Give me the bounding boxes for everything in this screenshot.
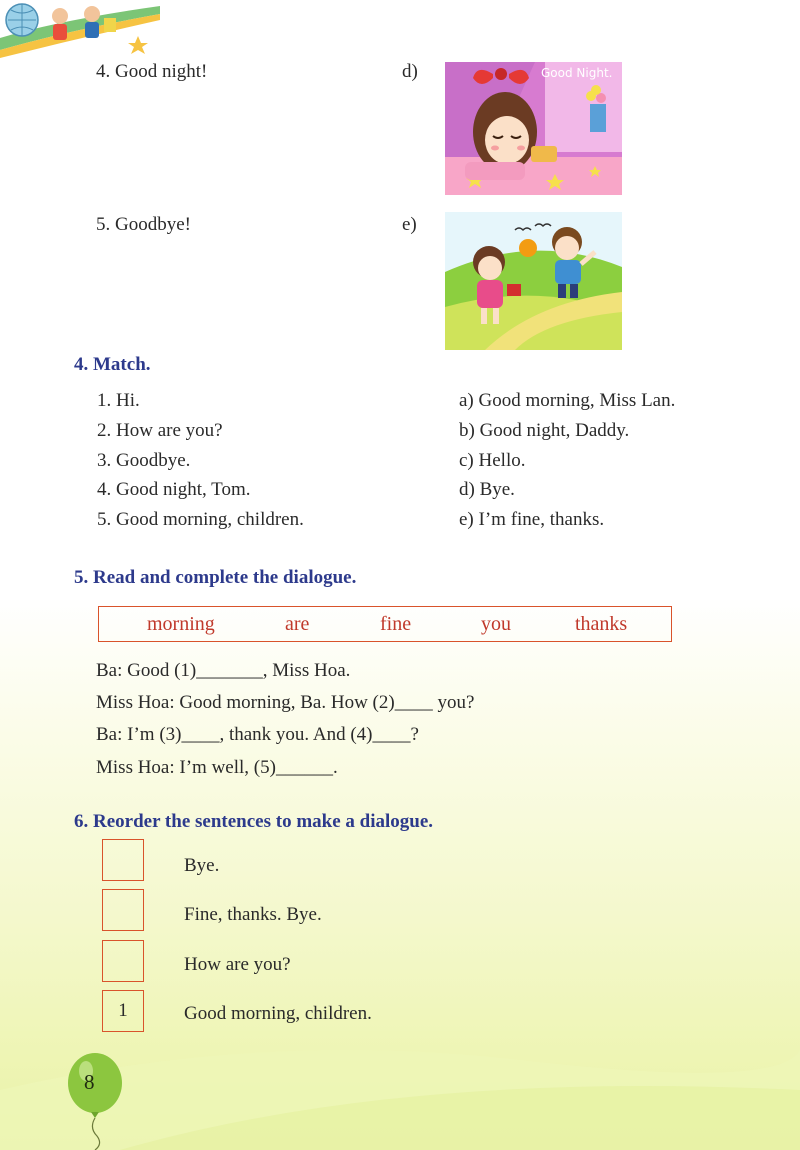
ex4-right-e: e) I’m fine, thanks. — [459, 509, 605, 530]
word-bank-item: fine — [380, 613, 412, 635]
ex6-heading: 6. Reorder the sentences to make a dialogue. — [74, 811, 434, 832]
reorder-sentence: Bye. — [184, 855, 220, 876]
reorder-sentence: Fine, thanks. Bye. — [184, 904, 322, 925]
reorder-sentence: Good morning, children. — [184, 1003, 372, 1024]
ex4-left-3: 3. Goodbye. — [97, 450, 191, 471]
order-box[interactable] — [102, 940, 144, 982]
word-bank — [98, 606, 672, 642]
word-bank-item: thanks — [575, 613, 628, 635]
dialogue-line-4: Miss Hoa: I’m well, (5)______. — [96, 757, 338, 778]
word-bank-item: you — [481, 613, 511, 635]
ex3-label-d: d) — [402, 61, 418, 82]
ex5-heading: 5. Read and complete the dialogue. — [74, 567, 357, 588]
order-box[interactable] — [102, 839, 144, 881]
order-box[interactable]: 1 — [102, 990, 144, 1032]
order-box[interactable] — [102, 889, 144, 931]
ex4-right-a: a) Good morning, Miss Lan. — [459, 390, 676, 411]
ex4-right-d: d) Bye. — [459, 479, 515, 500]
ex3-label-e: e) — [402, 214, 417, 235]
ex4-left-4: 4. Good night, Tom. — [97, 479, 251, 500]
ex4-left-2: 2. How are you? — [97, 420, 223, 441]
word-bank-item: morning — [147, 613, 215, 635]
ex4-heading: 4. Match. — [74, 354, 151, 375]
balloon-icon — [64, 1053, 126, 1150]
ex4-left-1: 1. Hi. — [97, 390, 140, 411]
dialogue-line-1: Ba: Good (1)_______, Miss Hoa. — [96, 660, 351, 681]
ex4-right-b: b) Good night, Daddy. — [459, 420, 630, 441]
ex3-item-5: 5. Goodbye! — [96, 214, 191, 235]
word-bank-item: are — [285, 613, 310, 635]
goodbye-picture — [445, 212, 622, 350]
reorder-sentence: How are you? — [184, 954, 291, 975]
ex4-left-5: 5. Good morning, children. — [97, 509, 304, 530]
dialogue-line-3: Ba: I’m (3)____, thank you. And (4)____? — [96, 724, 419, 745]
header-banner-illustration — [0, 0, 160, 60]
ex4-right-c: c) Hello. — [459, 450, 526, 471]
page-number: 8 — [84, 1070, 95, 1094]
dialogue-line-2: Miss Hoa: Good morning, Ba. How (2)____ you? — [96, 692, 475, 713]
good-night-picture — [445, 62, 622, 195]
good-night-caption: Good Night. — [541, 66, 613, 80]
ex3-item-4: 4. Good night! — [96, 61, 208, 82]
